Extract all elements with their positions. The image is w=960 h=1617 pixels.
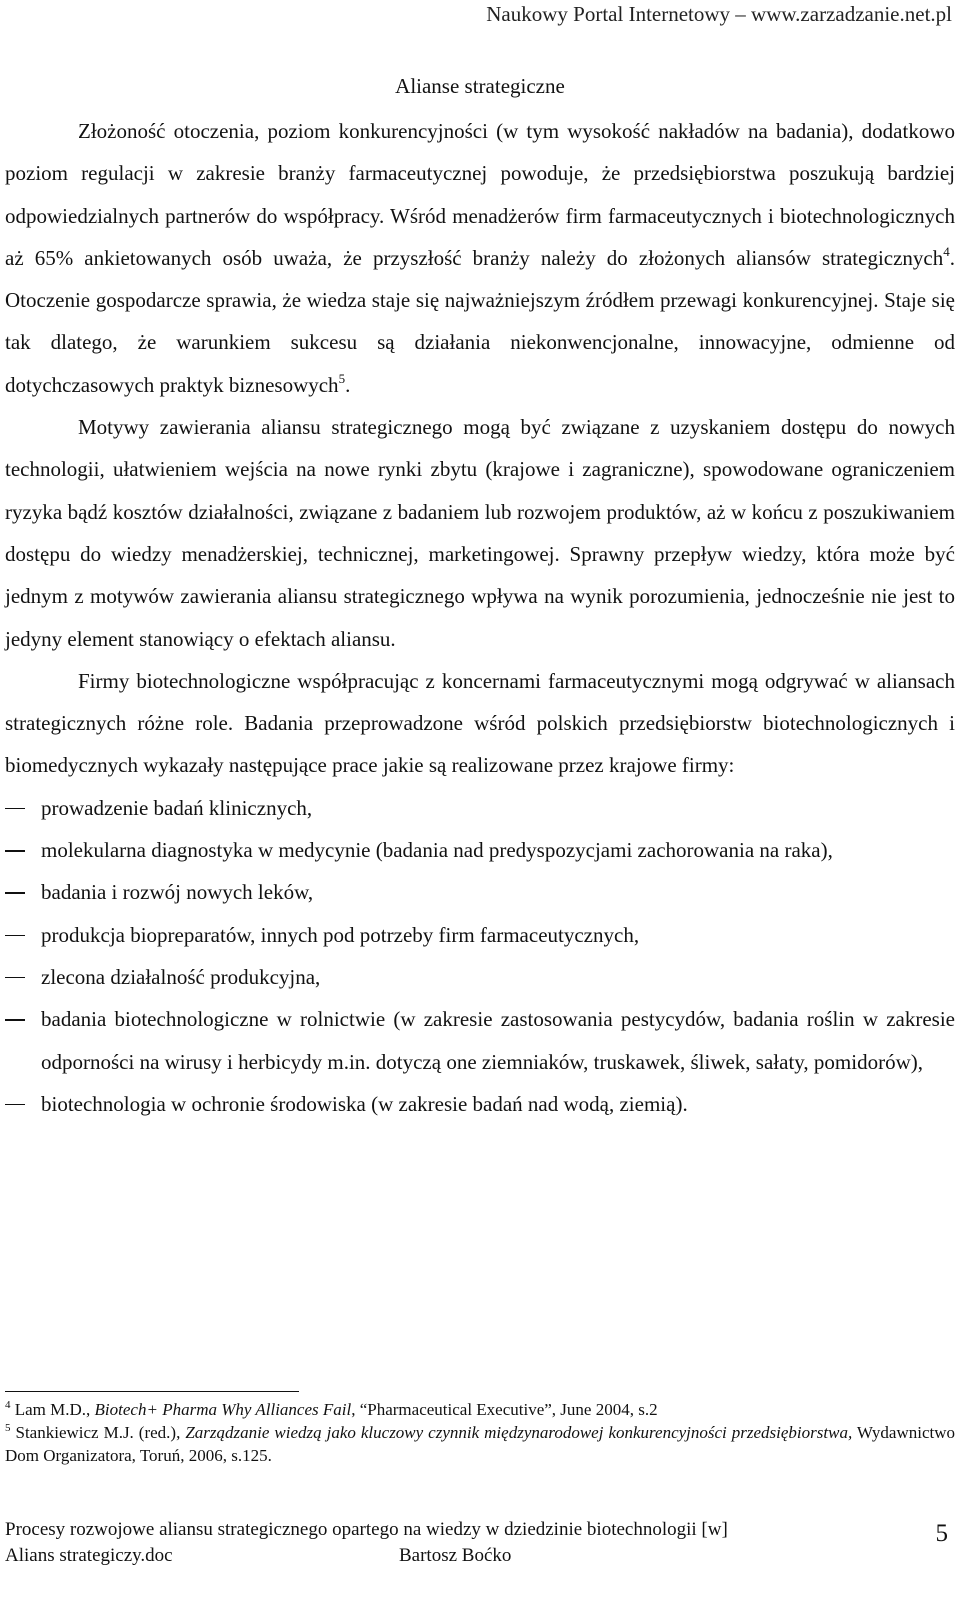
paragraph-1 [5, 110, 955, 406]
footer-filename: Alians strategiczy.doc [5, 1545, 173, 1566]
list-item: badania i rozwój nowych leków, [5, 871, 955, 913]
list-item: produkcja biopreparatów, innych pod potrzeby firm farmaceutycznych, [5, 914, 955, 956]
footnote-ref-4[interactable]: 4 [943, 243, 950, 259]
footnote-title: Zarządzanie wiedzą jako kluczowy czynnik międzynarodowej konkurencyjności przedsiębiorstwa, [185, 1423, 853, 1442]
footnote-text: Stankiewicz M.J. (red.), [10, 1423, 186, 1442]
paragraph-1-text-a: Złożoność otoczenia, poziom konkurencyjności (w tym wysokość nakładów na badania), dodatkowo poziom regulacji w zakresie branży farmaceutycznej powoduje, że przedsiębiorstwa poszukują bardziej odpowiedzialnych partnerów do współpracy. Wśród menadżerów firm farmaceutycznych i biotechnologicznych aż 65% ankietowanych osób uważa, że przyszłość branży należy do złożonych aliansów strategicznych [5, 119, 955, 270]
list-item: molekularna diagnostyka w medycynie (badania nad predyspozycjami zachorowania na raka), [5, 829, 955, 871]
section-title: Alianse strategiczne [395, 74, 565, 98]
paragraph-1-text-b: . Otoczenie gospodarcze sprawia, że wiedza staje się najważniejszym źródłem przewagi konkurencyjnej. Staje się tak dlatego, że warunkiem sukcesu są działania niekonwencjonalne, innowacyjne, odmienne od dotychczasowych praktyk biznesowych [5, 245, 955, 397]
role-list [5, 787, 955, 1125]
footnote-number: 5 [5, 1422, 11, 1434]
footer-title: Procesy rozwojowe aliansu strategicznego opartego na wiedzy w dziedzinie biotechnologii [w] [5, 1519, 728, 1540]
footnote-text: Lam M.D., [10, 1400, 95, 1419]
footnotes [5, 1398, 955, 1467]
footnote-number: 4 [5, 1399, 11, 1411]
page-footer [5, 1517, 955, 1569]
paragraph-2: Motywy zawierania aliansu strategicznego mogą być związane z uzyskaniem dostępu do nowych technologii, ułatwieniem wejścia na nowe rynki zbytu (krajowe i zagraniczne), spowodowane ograniczeniem ryzyka bądź kosztów działalności, związane z badaniem lub rozwojem produktów, aż w końcu z poszukiwaniem dostępu do wiedzy menadżerskiej, technicznej, marketingowej. Sprawny przepływ wiedzy, która może być jednym z motywów zawierania aliansu strategicznego wpływa na wynik porozumienia, jednocześnie nie jest to jedyny element stanowiący o efektach aliansu. [5, 415, 955, 651]
footnote-separator [5, 1391, 299, 1392]
footnote-text: , “Pharmaceutical Executive”, June 2004, s.2 [351, 1400, 658, 1419]
document-body [5, 110, 955, 1125]
footer-author: Bartosz Boćko [399, 1545, 512, 1566]
footnote-4 [5, 1398, 955, 1421]
footnote-text: Wydawnictwo Dom Organizatora, Toruń, 2006, s.125. [5, 1423, 956, 1465]
paragraph-1-text-c: . [345, 372, 351, 397]
footnote-title: Biotech+ Pharma Why Alliances Fail [94, 1400, 352, 1419]
list-item: badania biotechnologiczne w rolnictwie (w zakresie zastosowania pestycydów, badania roślin w zakresie odporności na wirusy i herbicydy m.in. dotyczą one ziemniaków, truskawek, śliwek, sałaty, pomidorów), [5, 998, 955, 1083]
page-header [486, 2, 952, 27]
list-item: prowadzenie badań klinicznych, [5, 787, 955, 829]
footnote-5 [5, 1421, 955, 1467]
header-site-name: Naukowy Portal Internetowy – www.zarzadzanie.net.pl [486, 2, 952, 26]
list-item: zlecona działalność produkcyjna, [5, 956, 955, 998]
list-item: biotechnologia w ochronie środowiska (w zakresie badań nad wodą, ziemią). [5, 1083, 955, 1125]
page-number: 5 [935, 1520, 948, 1547]
footnote-ref-5[interactable]: 5 [338, 370, 346, 386]
paragraph-3: Firmy biotechnologiczne współpracując z koncernami farmaceutycznymi mogą odgrywać w aliansach strategicznych różne role. Badania przeprowadzone wśród polskich przedsiębiorstw biotechnologicznych i biomedycznych wykazały następujące prace jakie są realizowane przez krajowe firmy: [5, 668, 955, 778]
